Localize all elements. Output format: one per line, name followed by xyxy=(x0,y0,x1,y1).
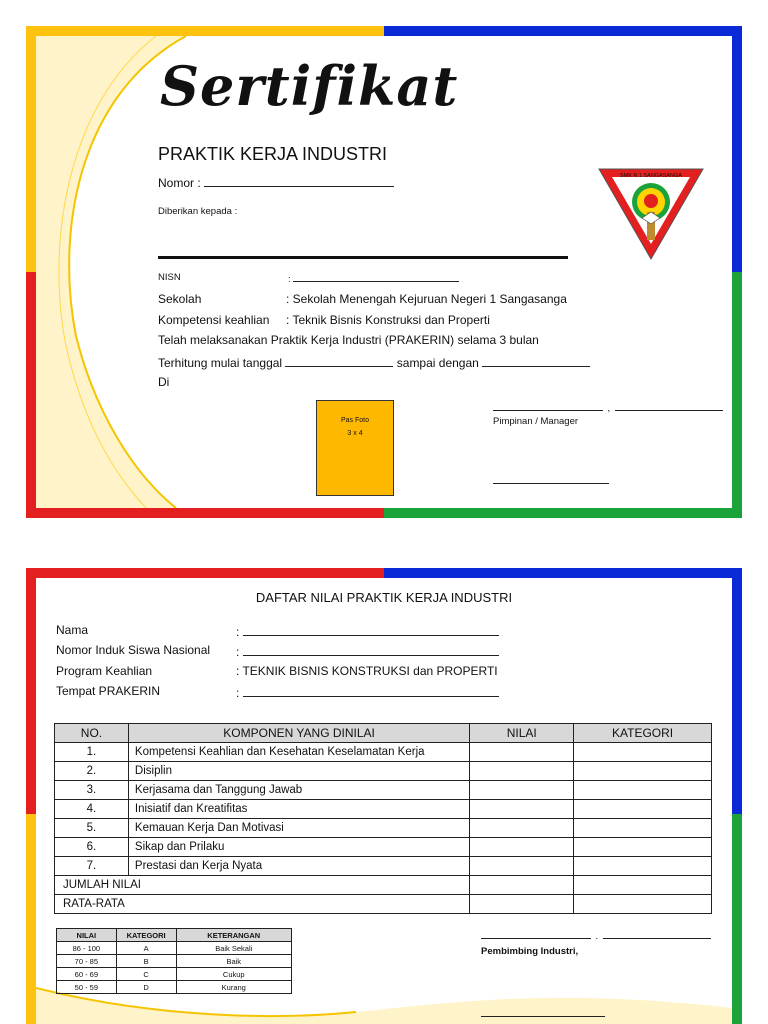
border-right-blue xyxy=(732,26,742,272)
field-nisn-label: NISN xyxy=(158,272,181,283)
field-tempat-label: Tempat PRAKERIN xyxy=(56,684,161,698)
border-top-yellow xyxy=(26,26,384,36)
average-nilai-cell[interactable] xyxy=(470,895,574,914)
statement-text: Telah melaksanakan Praktik Kerja Industri (PRAKERIN) selama 3 bulan xyxy=(158,333,539,347)
nilai-cell[interactable] xyxy=(470,800,574,819)
score-sheet-title: DAFTAR NILAI PRAKTIK KERJA INDUSTRI xyxy=(255,590,513,605)
legend-row: 50 - 59 D Kurang xyxy=(57,981,292,994)
table-row: 3. Kerjasama dan Tanggung Jawab xyxy=(55,781,712,800)
total-row: JUMLAH NILAI xyxy=(55,876,712,895)
header-nilai: NILAI xyxy=(470,724,574,743)
field-nisn-value: : xyxy=(236,643,499,659)
field-kompetensi-label: Kompetensi keahlian xyxy=(158,313,270,327)
border-top-red xyxy=(26,568,384,578)
kategori-cell[interactable] xyxy=(574,800,712,819)
legend-row: 86 - 100 A Baik Sekali xyxy=(57,942,292,955)
signature-date-row: . xyxy=(481,926,711,944)
average-row: RATA-RATA xyxy=(55,895,712,914)
given-to-label: Diberikan kepada : xyxy=(158,206,238,217)
score-table xyxy=(54,723,712,914)
legend-header-row: NILAI KATEGORI KETERANGAN xyxy=(57,929,292,942)
table-row: 1. Kompetensi Keahlian dan Kesehatan Keselamatan Kerja xyxy=(55,743,712,762)
kategori-cell[interactable] xyxy=(574,819,712,838)
nilai-cell[interactable] xyxy=(470,781,574,800)
signer-label: Pimpinan / Manager xyxy=(493,416,579,427)
border-right-green xyxy=(732,272,742,518)
field-tempat-value: : xyxy=(236,684,499,700)
certificate-subtitle: PRAKTIK KERJA INDUSTRI xyxy=(158,144,388,164)
photo-label: Pas Foto xyxy=(340,417,369,424)
border-left-yellow xyxy=(26,814,36,1024)
table-row: 4. Inisiatif dan Kreatifitas xyxy=(55,800,712,819)
signature-line xyxy=(493,483,609,484)
nilai-cell[interactable] xyxy=(470,819,574,838)
signature-line xyxy=(481,1016,605,1017)
border-left-yellow xyxy=(26,26,36,272)
period-end-label: sampai dengan xyxy=(396,356,479,370)
total-nilai-cell[interactable] xyxy=(470,876,574,895)
signer-label: Pembimbing Industri, xyxy=(481,946,579,957)
table-row: 2. Disiplin xyxy=(55,762,712,781)
table-row: 6. Sikap dan Prilaku xyxy=(55,838,712,857)
kategori-cell[interactable] xyxy=(574,743,712,762)
kategori-cell[interactable] xyxy=(574,857,712,876)
header-komponen: KOMPONEN YANG DINILAI xyxy=(128,724,469,743)
field-program-label: Program Keahlian xyxy=(56,664,153,678)
field-nisn-label: Nomor Induk Siswa Nasional xyxy=(56,643,211,657)
border-top-blue xyxy=(384,568,742,578)
header-no: NO. xyxy=(55,724,129,743)
photo-size: 3 x 4 xyxy=(347,430,363,437)
legend-row: 70 - 85 B Baik xyxy=(57,955,292,968)
nilai-cell[interactable] xyxy=(470,743,574,762)
field-nama-value: : xyxy=(236,623,499,639)
certificate-page xyxy=(26,26,742,518)
border-right-green xyxy=(732,814,742,1024)
field-nisn-value: : xyxy=(288,272,459,285)
kategori-cell[interactable] xyxy=(574,838,712,857)
table-header-row xyxy=(55,724,712,743)
header-kategori: KATEGORI xyxy=(574,724,712,743)
score-sheet-page xyxy=(26,568,742,1024)
border-bottom-green xyxy=(384,508,742,518)
nomor-row xyxy=(158,174,394,190)
border-top-blue xyxy=(384,26,742,36)
place-label: Di xyxy=(158,375,170,389)
field-kompetensi-value: : Teknik Bisnis Konstruksi dan Properti xyxy=(286,313,490,327)
svg-text:SMK N 1 SANGASANGA: SMK N 1 SANGASANGA xyxy=(619,173,683,179)
table-row: 7. Prestasi dan Kerja Nyata xyxy=(55,857,712,876)
nomor-line xyxy=(204,174,394,187)
field-program-value: : TEKNIK BISNIS KONSTRUKSI dan PROPERTI xyxy=(236,664,498,678)
kategori-cell[interactable] xyxy=(574,762,712,781)
recipient-name-line xyxy=(158,256,568,259)
certificate-title: Sertifikat xyxy=(160,54,459,118)
table-row: 5. Kemauan Kerja Dan Motivasi xyxy=(55,819,712,838)
field-sekolah-value: : Sekolah Menengah Kejuruan Negeri 1 Sangasanga xyxy=(286,292,567,306)
kategori-cell[interactable] xyxy=(574,781,712,800)
legend-row: 60 - 69 C Cukup xyxy=(57,968,292,981)
border-bottom-red xyxy=(26,508,384,518)
nomor-label: Nomor : xyxy=(158,176,201,190)
average-kategori-cell[interactable] xyxy=(574,895,712,914)
period-row xyxy=(158,354,590,370)
field-sekolah-label: Sekolah xyxy=(158,292,202,306)
signature-date-row: , xyxy=(493,398,723,416)
nilai-cell[interactable] xyxy=(470,857,574,876)
border-left-red xyxy=(26,272,36,518)
photo-box xyxy=(316,400,394,496)
nilai-cell[interactable] xyxy=(470,762,574,781)
period-start-label: Terhitung mulai tanggal xyxy=(158,356,283,370)
field-nama-label: Nama xyxy=(56,623,89,637)
nilai-cell[interactable] xyxy=(470,838,574,857)
grading-legend-table xyxy=(56,928,292,994)
school-logo-icon xyxy=(598,168,704,260)
total-kategori-cell[interactable] xyxy=(574,876,712,895)
